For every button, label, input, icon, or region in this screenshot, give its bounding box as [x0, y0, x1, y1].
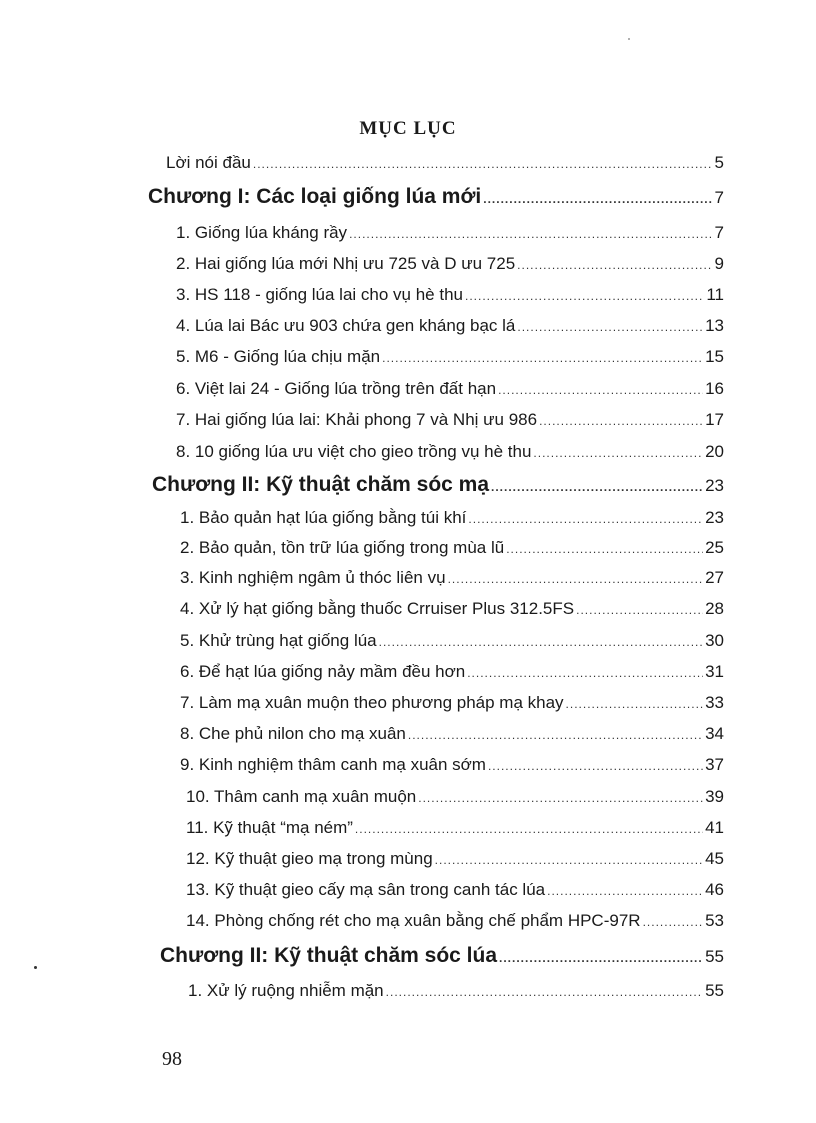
dot-leader — [349, 223, 712, 245]
toc-entry-label: 4. Lúa lai Bác ưu 903 chứa gen kháng bạc lá — [176, 316, 516, 335]
toc-entry-page: 11 — [706, 285, 724, 304]
dot-leader — [517, 316, 703, 338]
toc-entry-page: 23 — [705, 508, 724, 527]
toc-entry-page: 55 — [705, 947, 724, 966]
dot-leader — [448, 568, 704, 590]
toc-entry-page: 46 — [705, 880, 724, 899]
toc-entry-label: 7. Làm mạ xuân muộn theo phương pháp mạ khay — [180, 693, 564, 712]
toc-entry — [180, 537, 724, 560]
toc-chapter-1 — [148, 186, 724, 210]
toc-entry-page: 20 — [705, 442, 724, 461]
toc-entry-label: 13. Kỹ thuật gieo cấy mạ sân trong canh tác lúa — [186, 880, 546, 899]
toc-chapter-2 — [152, 474, 724, 498]
toc-entry — [186, 879, 724, 902]
toc-entry-label: 5. M6 - Giống lúa chịu mặn — [176, 347, 381, 366]
toc-entry — [176, 284, 724, 307]
dot-leader — [418, 787, 703, 809]
toc-entry-label: 6. Việt lai 24 - Giống lúa trồng trên đất hạn — [176, 379, 497, 398]
toc-entry — [176, 346, 724, 369]
toc-entry-label: 8. Che phủ nilon cho mạ xuân — [180, 724, 406, 743]
page-number: 98 — [162, 1048, 182, 1070]
toc-entry-label: 12. Kỹ thuật gieo mạ trong mùng — [186, 849, 433, 868]
toc-entry-page: 28 — [705, 599, 724, 618]
dot-leader — [386, 981, 703, 1003]
dot-leader — [576, 599, 703, 621]
dot-leader — [566, 693, 704, 715]
toc-entry — [188, 980, 724, 1003]
toc-entry — [180, 661, 724, 684]
toc-entry — [180, 754, 724, 777]
dot-leader — [533, 442, 703, 464]
toc-entry-page: 31 — [705, 662, 724, 681]
toc-entry-label: 11. Kỹ thuật “mạ ném” — [186, 818, 353, 837]
toc-entry-page: 9 — [714, 254, 724, 273]
dot-leader — [483, 188, 712, 210]
dot-leader — [408, 724, 703, 746]
toc-entry-label: 1. Giống lúa kháng rầy — [176, 223, 348, 242]
toc-chapter-label: Chương I: Các loại giống lúa mới — [148, 185, 482, 208]
toc-entry — [180, 630, 724, 653]
toc-entry-page: 39 — [705, 787, 724, 806]
toc-entry-label: 1. Bảo quản hạt lúa giống bằng túi khí — [180, 508, 467, 527]
toc-entry-label: 9. Kinh nghiệm thâm canh mạ xuân sớm — [180, 755, 486, 774]
dot-leader — [465, 285, 704, 307]
toc-entry — [180, 567, 724, 590]
toc-entry-page: 25 — [705, 538, 724, 557]
toc-entry-page: 7 — [714, 188, 724, 207]
toc-entry — [180, 507, 724, 530]
toc-entry — [176, 378, 724, 401]
toc-entry-label: 7. Hai giống lúa lai: Khải phong 7 và Nhị ưu 986 — [176, 410, 538, 429]
toc-entry-page: 45 — [705, 849, 724, 868]
toc-entry-label: 8. 10 giống lúa ưu việt cho gieo trồng vụ hè thu — [176, 442, 532, 461]
toc-entry-page: 37 — [705, 755, 724, 774]
scan-speck — [34, 966, 37, 969]
toc-entry — [186, 817, 724, 840]
dot-leader — [382, 347, 703, 369]
toc-chapter-label: Chương II: Kỹ thuật chăm sóc lúa — [160, 944, 498, 967]
dot-leader — [467, 662, 703, 684]
toc-entry — [180, 723, 724, 746]
toc-entry-label: 5. Khử trùng hạt giống lúa — [180, 631, 377, 650]
toc-entry — [180, 692, 724, 715]
dot-leader — [468, 508, 703, 530]
dot-leader — [253, 153, 713, 175]
toc-title: MỤC LỤC — [359, 118, 457, 139]
toc-entry — [176, 222, 724, 245]
toc-entry-label: 3. Kinh nghiệm ngâm ủ thóc liên vụ — [180, 568, 446, 587]
toc-entry-page: 30 — [705, 631, 724, 650]
dot-leader — [643, 911, 704, 933]
toc-entry — [176, 409, 724, 432]
dot-leader — [547, 880, 703, 902]
toc-entry-label: 6. Để hạt lúa giống nảy mầm đều hơn — [180, 662, 466, 681]
toc-chapter-label: Chương II: Kỹ thuật chăm sóc mạ — [152, 473, 490, 496]
dot-leader — [491, 476, 703, 498]
toc-entry — [186, 786, 724, 809]
toc-entry — [176, 253, 724, 276]
toc-entry — [186, 848, 724, 871]
dot-leader — [506, 538, 703, 560]
toc-entry-label: 4. Xử lý hạt giống bằng thuốc Crruiser Plus 312.5FS — [180, 599, 575, 618]
toc-entry-page: 55 — [705, 981, 724, 1000]
toc-entry-page: 15 — [705, 347, 724, 366]
toc-entry — [176, 315, 724, 338]
toc-entry-preface — [166, 152, 724, 175]
toc-entry-page: 17 — [705, 410, 724, 429]
toc-entry-page: 23 — [705, 476, 724, 495]
dot-leader — [355, 818, 703, 840]
toc-entry-page: 5 — [714, 153, 724, 172]
toc-entry-page: 13 — [705, 316, 724, 335]
toc-entry-label: 3. HS 118 - giống lúa lai cho vụ hè thu — [176, 285, 463, 304]
dot-leader — [498, 379, 703, 401]
toc-entry — [180, 598, 724, 621]
toc-entry — [186, 910, 724, 933]
toc-entry-label: 1. Xử lý ruộng nhiễm mặn — [188, 981, 384, 1000]
toc-entry-label: 14. Phòng chống rét cho mạ xuân bằng chế phẩm HPC-97R — [186, 911, 641, 930]
toc-entry-page: 27 — [705, 568, 724, 587]
toc-entry-label: 2. Hai giống lúa mới Nhị ưu 725 và D ưu 725 — [176, 254, 516, 273]
dot-leader — [499, 947, 703, 969]
dot-leader — [517, 254, 712, 276]
toc-entry-page: 7 — [714, 223, 724, 242]
dot-leader — [435, 849, 703, 871]
toc-entry-label: 10. Thâm canh mạ xuân muộn — [186, 787, 417, 806]
toc-entry-page: 34 — [705, 724, 724, 743]
dot-leader — [488, 755, 703, 777]
dot-leader — [539, 410, 703, 432]
toc-entry-label: Lời nói đầu — [166, 153, 251, 172]
toc-entry — [176, 441, 724, 464]
scan-speck — [628, 38, 630, 40]
toc-entry-page: 16 — [705, 379, 724, 398]
toc-entry-page: 41 — [705, 818, 724, 837]
toc-entry-page: 33 — [705, 693, 724, 712]
dot-leader — [379, 631, 703, 653]
toc-entry-page: 53 — [705, 911, 724, 930]
toc-entry-label: 2. Bảo quản, tồn trữ lúa giống trong mùa lũ — [180, 538, 505, 557]
toc-chapter-3 — [160, 945, 724, 969]
